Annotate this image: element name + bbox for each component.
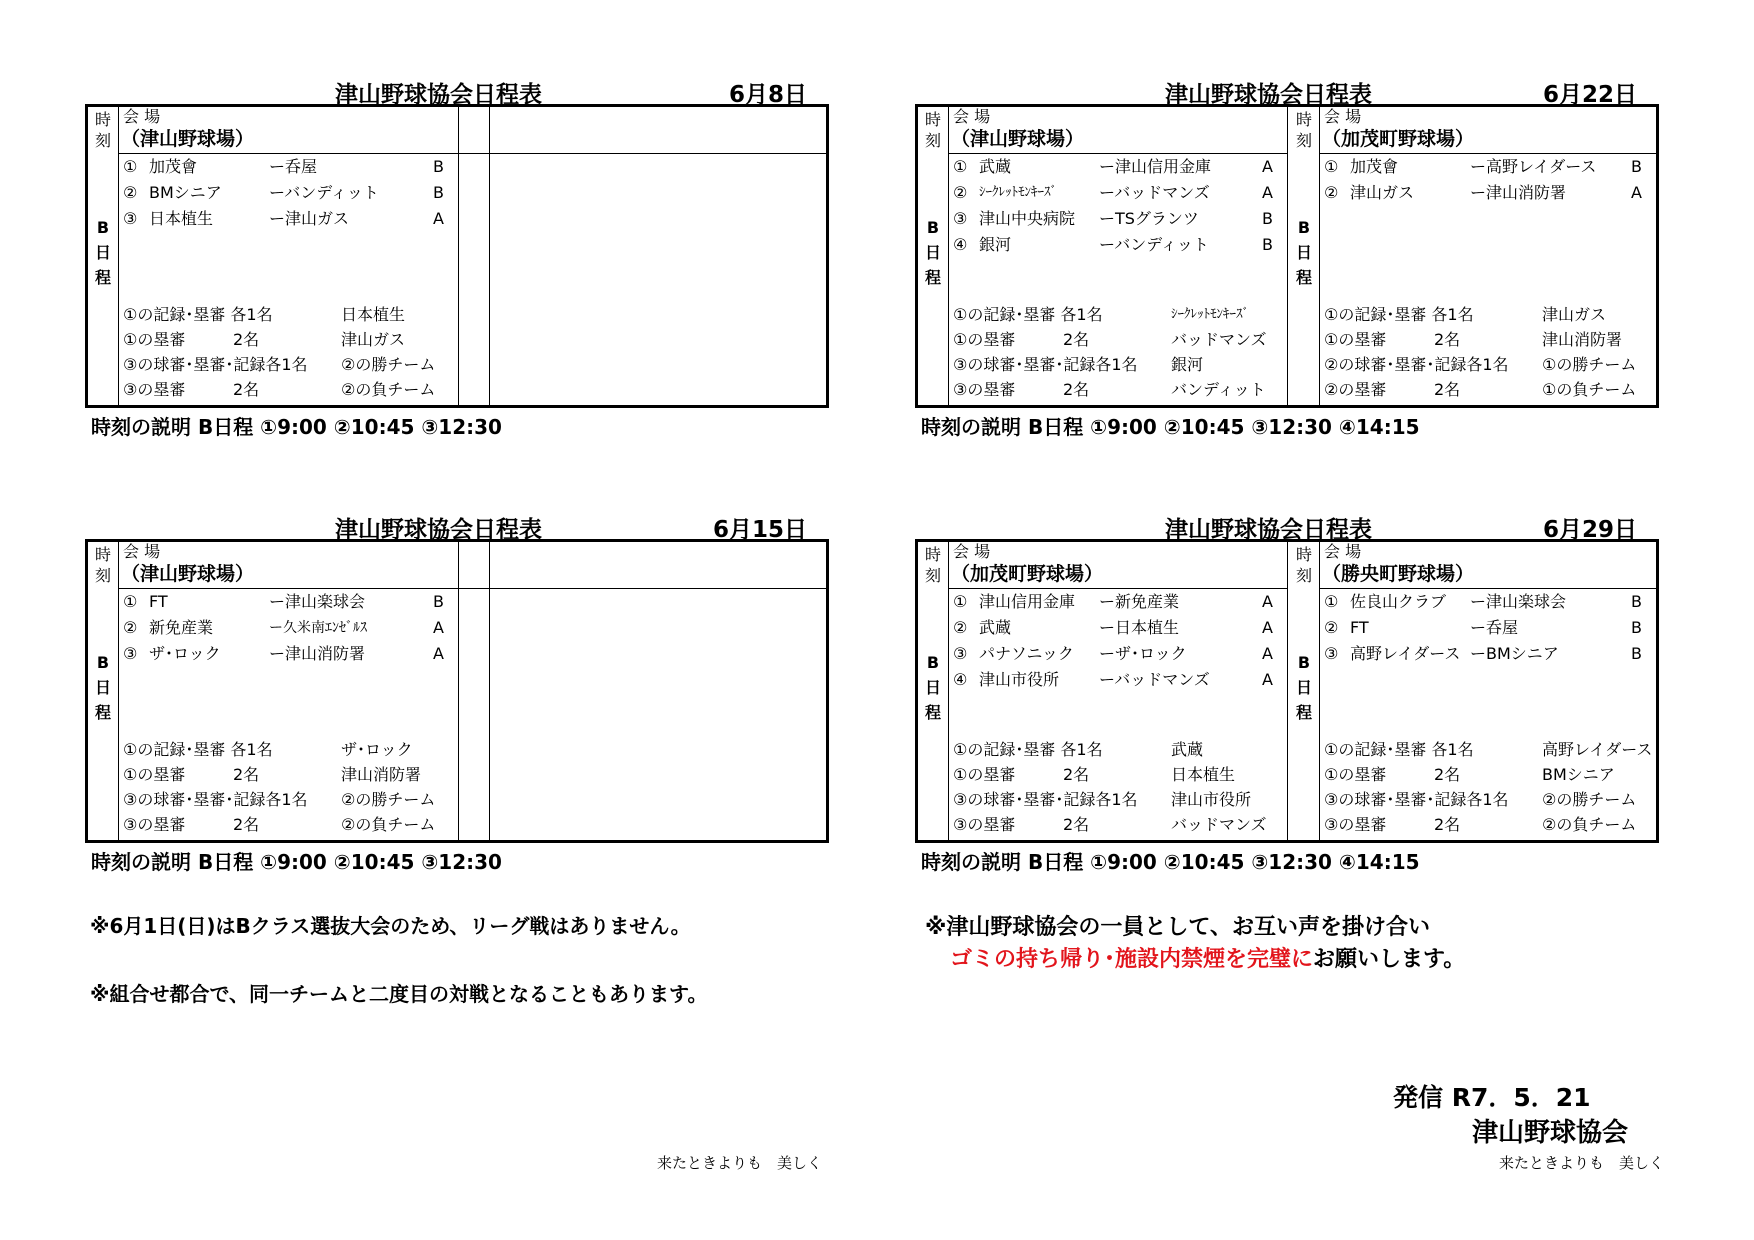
time-label: 時 刻 [924,110,941,150]
match-row: ① 津山信用金庫 ー新免産業 A [953,592,1273,611]
venue-name: （加茂町野球場） [1322,128,1475,150]
schedule-jun29 [915,507,1657,874]
duty-row: ③の球審･塁審･記録各1名 ②の勝チーム [123,355,436,374]
duty-row: ③の塁審 2名 ②の負チーム [123,380,436,399]
empty-venue-column [490,542,826,840]
duty-row: ①の記録･塁審 各1名 武蔵 [953,740,1204,759]
match-row: ① 佐良山クラブ ー津山楽球会 B [1324,592,1642,611]
match-row: ② BMシニア ーバンディット B [123,183,444,202]
duty-row: ③の塁審 2名 バンディット [953,380,1266,399]
duty-row: ③の球審･塁審･記録各1名 ②の勝チーム [123,790,436,809]
duty-row: ①の記録･塁審 各1名 ザ･ロック [123,740,413,759]
venue-column-2 [1320,542,1656,840]
duty-row: ③の球審･塁審･記録各1名 ②の勝チーム [1324,790,1637,809]
empty-venue-column [490,107,826,405]
venue-header [119,107,458,154]
match-row: ③ ザ･ロック ー津山消防署 A [123,644,444,663]
issue-date: 発信 R7．5．21 [1393,1083,1591,1112]
schedule-date: 6月22日 [1542,82,1637,108]
duty-row: ②の球審･塁審･記録各1名 ①の勝チーム [1324,355,1637,374]
duty-row: ①の記録･塁審 各1名 津山ガス [1324,305,1607,324]
duty-row: ③の球審･塁審･記録各1名 銀河 [953,355,1204,374]
venue-label: 会 場 [953,542,991,561]
time-caption: 時刻の説明 B日程 ①9:00 ②10:45 ③12:30 [91,850,502,874]
match-row: ② 新免産業 ー久米南ｴﾝｾﾞﾙｽ A [123,618,444,637]
b-schedule-label: B 日 程 [94,653,111,722]
time-column [88,542,119,840]
venue-name: （津山野球場） [121,128,255,150]
match-row: ③ 津山中央病院 ーTSグランツ B [953,209,1273,228]
match-row: ④ 銀河 ーバンディット B [953,235,1273,254]
venue-name: （勝央町野球場） [1322,563,1475,585]
duty-row: ①の塁審 2名 バッドマンズ [953,330,1267,349]
match-row: ② 武蔵 ー日本植生 A [953,618,1273,637]
schedule-jun22 [915,72,1657,439]
venue-column [949,542,1288,840]
match-row: ① 武蔵 ー津山信用金庫 A [953,157,1273,176]
match-row: ② 津山ガス ー津山消防署 A [1324,183,1642,202]
duty-row: ①の記録･塁審 各1名 ｼｰｸﾚｯﾄﾓﾝｷｰｽﾞ [953,305,1249,324]
schedule-name: 津山野球協会日程表 [1165,82,1372,108]
schedule-name: 津山野球協会日程表 [1165,517,1372,543]
venue-label: 会 場 [953,107,991,126]
venue-name: （加茂町野球場） [951,563,1104,585]
b-schedule-label: B 日 程 [924,653,941,722]
venue-header [949,542,1287,589]
spacer-column [458,107,490,405]
match-row: ③ 日本植生 ー津山ガス A [123,209,444,228]
venue-name: （津山野球場） [951,128,1085,150]
time-label: 時 刻 [1295,545,1312,585]
match-row: ③ パナソニック ーザ･ロック A [953,644,1273,663]
time-caption: 時刻の説明 B日程 ①9:00 ②10:45 ③12:30 ④14:15 [921,850,1420,874]
schedule-table [915,539,1659,843]
slogan-right: 来たときよりも 美しく [1499,1154,1665,1172]
venue-column [119,107,458,405]
schedule-table [915,104,1659,408]
schedule-date: 6月8日 [728,82,807,108]
duty-row: ③の塁審 2名 バッドマンズ [953,815,1267,834]
schedule-title [85,72,827,108]
venue-header [1320,542,1656,589]
schedule-jun8 [85,72,827,439]
time-label: 時 刻 [94,545,111,585]
time-column [88,107,119,405]
time-column [918,107,949,405]
duty-row: ①の塁審 2名 日本植生 [953,765,1236,784]
venue-label: 会 場 [123,542,161,561]
match-row: ② FT ー呑屋 B [1324,618,1642,637]
match-row: ① FT ー津山楽球会 B [123,592,444,611]
match-row: ① 加茂會 ー高野レイダース B [1324,157,1642,176]
schedule-title [85,507,827,543]
duty-row: ①の記録･塁審 各1名 高野レイダース [1324,740,1653,759]
time-column-2 [1289,107,1320,405]
b-schedule-label: B 日 程 [924,218,941,287]
schedule-date: 6月29日 [1542,517,1637,543]
time-column-2 [1289,542,1320,840]
time-label: 時 刻 [924,545,941,585]
venue-column [119,542,458,840]
issuer-org: 津山野球協会 [1472,1118,1629,1148]
duty-row: ③の塁審 2名 ②の負チーム [123,815,436,834]
time-caption: 時刻の説明 B日程 ①9:00 ②10:45 ③12:30 ④14:15 [921,415,1420,439]
schedule-title [915,507,1657,543]
venue-label: 会 場 [123,107,161,126]
schedule-table [85,539,829,843]
b-schedule-label: B 日 程 [94,218,111,287]
duty-row: ②の塁審 2名 ①の負チーム [1324,380,1637,399]
b-schedule-label: B 日 程 [1295,218,1312,287]
time-label: 時 刻 [94,110,111,150]
venue-header [949,107,1287,154]
schedule-date: 6月15日 [712,517,807,543]
venue-label: 会 場 [1324,542,1362,561]
match-row: ③ 高野レイダース ーBMシニア B [1324,644,1642,663]
note-no-league: ※6月1日(日)はBクラス選抜大会のため、リーグ戦はありません。 [90,914,691,938]
time-caption: 時刻の説明 B日程 ①9:00 ②10:45 ③12:30 [91,415,502,439]
spacer-column [458,542,490,840]
appeal-line1: ※津山野球協会の一員として、お互い声を掛け合い [925,915,1430,940]
venue-name: （津山野球場） [121,563,255,585]
time-column [918,542,949,840]
duty-row: ③の球審･塁審･記録各1名 津山市役所 [953,790,1252,809]
venue-header [1320,107,1656,154]
schedule-table [85,104,829,408]
venue-column [949,107,1288,405]
match-row: ④ 津山市役所 ーバッドマンズ A [953,670,1273,689]
duty-row: ①の塁審 2名 津山消防署 [1324,330,1623,349]
appeal-line2 [950,942,1465,973]
appeal-black-text: お願いします。 [1313,947,1466,972]
venue-column-2 [1320,107,1656,405]
note-rematch: ※組合せ都合で、同一チームと二度目の対戦となることもあります。 [90,982,708,1006]
schedule-title [915,72,1657,108]
schedule-name: 津山野球協会日程表 [335,517,542,543]
duty-row: ①の塁審 2名 津山消防署 [123,765,422,784]
duty-row: ③の塁審 2名 ②の負チーム [1324,815,1637,834]
duty-row: ①の塁審 2名 BMシニア [1324,765,1615,784]
duty-row: ①の塁審 2名 津山ガス [123,330,406,349]
appeal-red-text: ゴミの持ち帰り･施設内禁煙を完璧に [950,947,1314,972]
schedule-jun15 [85,507,827,874]
schedule-name: 津山野球協会日程表 [335,82,542,108]
match-row: ① 加茂會 ー呑屋 B [123,157,444,176]
match-row: ② ｼｰｸﾚｯﾄﾓﾝｷｰｽﾞ ーバッドマンズ A [953,183,1273,202]
time-label: 時 刻 [1295,110,1312,150]
venue-header [119,542,458,589]
slogan-left: 来たときよりも 美しく [657,1154,823,1172]
b-schedule-label: B 日 程 [1295,653,1312,722]
duty-row: ①の記録･塁審 各1名 日本植生 [123,305,406,324]
venue-label: 会 場 [1324,107,1362,126]
